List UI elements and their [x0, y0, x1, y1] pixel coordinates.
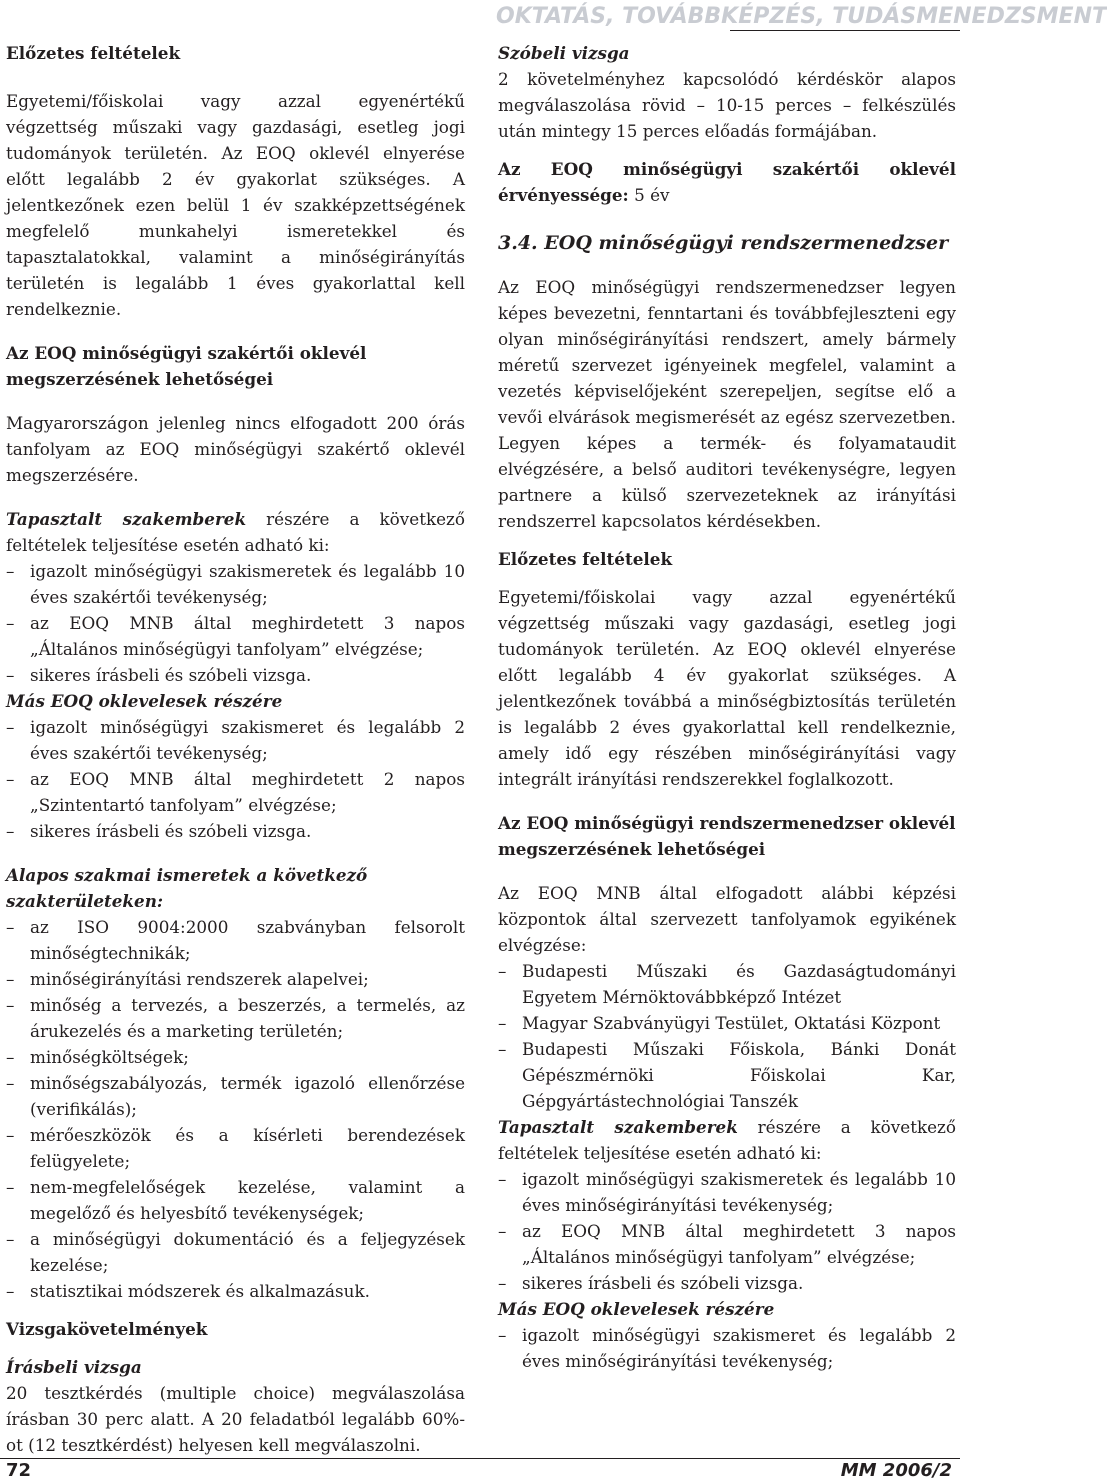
experienced-conditions-list: [6, 558, 465, 688]
list-item: – statisztikai módszerek és alkalmazásuk.: [6, 1278, 465, 1304]
heading-other-holders-2: Más EOQ oklevelesek részére: [498, 1299, 775, 1319]
paragraph-training-centers: Az EOQ MNB által elfogadott alábbi képzési központok által szervezett tanfolyamok egyikének elvégzése:: [498, 883, 956, 955]
left-column: [6, 40, 465, 1458]
heading-knowledge-areas: Alapos szakmai ismeretek a következő szakterületeken:: [6, 865, 368, 911]
validity-value: 5 év: [628, 185, 670, 205]
heading-oral-exam: Szóbeli vizsga: [498, 43, 630, 63]
list-item: – Budapesti Műszaki és Gazdaságtudományi Egyetem Mérnöktovábbképző Intézet: [498, 958, 956, 1010]
heading-manager-options: Az EOQ minőségügyi rendszermenedzser oklevél megszerzésének lehetőségei: [498, 813, 956, 859]
heading-expert-options: Az EOQ minőségügyi szakértői oklevél megszerzésének lehetőségei: [6, 343, 367, 389]
list-item: – Magyar Szabványügyi Testület, Oktatási Központ: [498, 1010, 956, 1036]
list-item: – igazolt minőségügyi szakismeret és legalább 2 éves szakértői tevékenység;: [6, 714, 465, 766]
experienced-lead: Tapasztalt szakemberek: [6, 509, 247, 529]
list-item: – az EOQ MNB által meghirdetett 3 napos „Általános minőségügyi tanfolyam” elvégzése;: [498, 1218, 956, 1270]
training-centers-list: [498, 958, 956, 1114]
paragraph-oral-exam: 2 követelményhez kapcsolódó kérdéskör alapos megválaszolása rövid – 10-15 perces – felkészülés után mintegy 15 perces előadás formájában.: [498, 69, 956, 141]
list-item: – Budapesti Műszaki Főiskola, Bánki Donát Gépészmérnöki Főiskolai Kar, Gépgyártástechnológiai Tanszék: [498, 1036, 956, 1114]
knowledge-areas-list: [6, 914, 465, 1304]
list-item: – az EOQ MNB által meghirdetett 3 napos „Általános minőségügyi tanfolyam” elvégzése;: [6, 610, 465, 662]
heading-prerequisites-2: Előzetes feltételek: [498, 549, 673, 569]
validity-line: [498, 156, 956, 208]
list-item: – sikeres írásbeli és szóbeli vizsga.: [6, 818, 465, 844]
paragraph-prerequisites-2: Egyetemi/főiskolai vagy azzal egyenértékű végzettség műszaki vagy gazdasági, esetleg jogi tudományok területén. Az EOQ oklevél elnyerése előtt legalább 4 év gyakorlat szükséges. A jelentkezőnek továbbá a minőségbiztosítás területén is legalább 2 éves gyakorlattal kell rendelkeznie, amely idő egy részében minőségirányítási vagy integrált irányítási rendszerekkel foglalkozott.: [498, 587, 956, 789]
list-item: – mérőeszközök és a kísérleti berendezések felügyelete;: [6, 1122, 465, 1174]
experienced-rest: részére a következő feltételek teljesítése esetén adható ki:: [6, 509, 465, 555]
list-item: – minőségszabályozás, termék igazoló ellenőrzése (verifikálás);: [6, 1070, 465, 1122]
section-header: OKTATÁS, TOVÁBBKÉPZÉS, TUDÁSMENEDZSMENT: [496, 4, 1107, 29]
experienced-rest: részére a következő feltételek teljesítése esetén adható ki:: [498, 1117, 956, 1163]
paragraph-prerequisites: Egyetemi/főiskolai vagy azzal egyenértékű végzettség műszaki vagy gazdasági, esetleg jogi tudományok területén. Az EOQ oklevél elnyerése előtt legalább 2 év gyakorlat szükséges. A jelentkezőnek ezen belül 1 év szakképzettségének megfelelő munkahelyi ismeretekkel és tapasztalatokkal, valamint a minőségirányítás területén is legalább 1 éves gyakorlattal kell rendelkeznie.: [6, 91, 465, 319]
list-item: – minőségköltségek;: [6, 1044, 465, 1070]
paragraph-written-exam: 20 tesztkérdés (multiple choice) megválaszolása írásban 30 perc alatt. A 20 feladatból legalább 60%-ot (12 tesztkérdést) helyesen kell megválaszolni.: [6, 1383, 465, 1455]
paragraph-experienced-intro: [6, 506, 465, 558]
other-holders-list: [6, 714, 465, 844]
section-title: 3.4. EOQ minőségügyi rendszermenedzser: [498, 232, 949, 254]
list-item: – igazolt minőségügyi szakismeretek és legalább 10 éves minőségirányítási tevékenység;: [498, 1166, 956, 1218]
list-item: – minőség a tervezés, a beszerzés, a termelés, az árukezelés és a marketing területén;: [6, 992, 465, 1044]
paragraph-experienced-intro-2: [498, 1114, 956, 1166]
right-column: [498, 40, 956, 1374]
heading-exam-requirements: Vizsgakövetelmények: [6, 1319, 208, 1339]
header-rule: [730, 30, 960, 31]
experienced-lead: Tapasztalt szakemberek: [498, 1117, 738, 1137]
heading-other-holders: Más EOQ oklevelesek részére: [6, 691, 283, 711]
validity-label: Az EOQ minőségügyi szakértői oklevél érvényessége:: [498, 159, 956, 205]
paragraph-no-course: Magyarországon jelenleg nincs elfogadott 200 órás tanfolyam az EOQ minőségügyi szakértő oklevél megszerzésére.: [6, 413, 465, 485]
list-item: – az EOQ MNB által meghirdetett 2 napos „Szintentartó tanfolyam” elvégzése;: [6, 766, 465, 818]
list-item: – nem-megfelelőségek kezelése, valamint a megelőző és helyesbítő tevékenységek;: [6, 1174, 465, 1226]
list-item: – sikeres írásbeli és szóbeli vizsga.: [498, 1270, 956, 1296]
list-item: – a minőségügyi dokumentáció és a feljegyzések kezelése;: [6, 1226, 465, 1278]
footer-rule: [0, 1458, 960, 1459]
list-item: – igazolt minőségügyi szakismeretek és legalább 10 éves szakértői tevékenység;: [6, 558, 465, 610]
page-number: 72: [6, 1460, 32, 1481]
other-holders-list-2: [498, 1322, 956, 1374]
list-item: – igazolt minőségügyi szakismeret és legalább 2 éves minőségirányítási tevékenység;: [498, 1322, 956, 1374]
issue-label: MM 2006/2: [840, 1460, 952, 1481]
paragraph-system-manager: Az EOQ minőségügyi rendszermenedzser legyen képes bevezetni, fenntartani és továbbfejleszteni egy olyan minőségirányítási rendszert, amely bármely méretű szervezet igényeinek megfelel, valamint a vezetés képviselőjeként szerepeljen, segítse elő a vevői elvárások megismerését az egész szervezetben. Legyen képes a termék- és folyamataudit elvégzésére, a belső auditori tevékenységre, legyen partnere a külső szervezeteknek az irányítási rendszerrel kapcsolatos kérdésekben.: [498, 277, 956, 531]
heading-written-exam: Írásbeli vizsga: [6, 1357, 142, 1377]
list-item: – az ISO 9004:2000 szabványban felsorolt minőségtechnikák;: [6, 914, 465, 966]
experienced-conditions-list-2: [498, 1166, 956, 1296]
list-item: – minőségirányítási rendszerek alapelvei;: [6, 966, 465, 992]
list-item: – sikeres írásbeli és szóbeli vizsga.: [6, 662, 465, 688]
heading-prerequisites: Előzetes feltételek: [6, 43, 181, 63]
